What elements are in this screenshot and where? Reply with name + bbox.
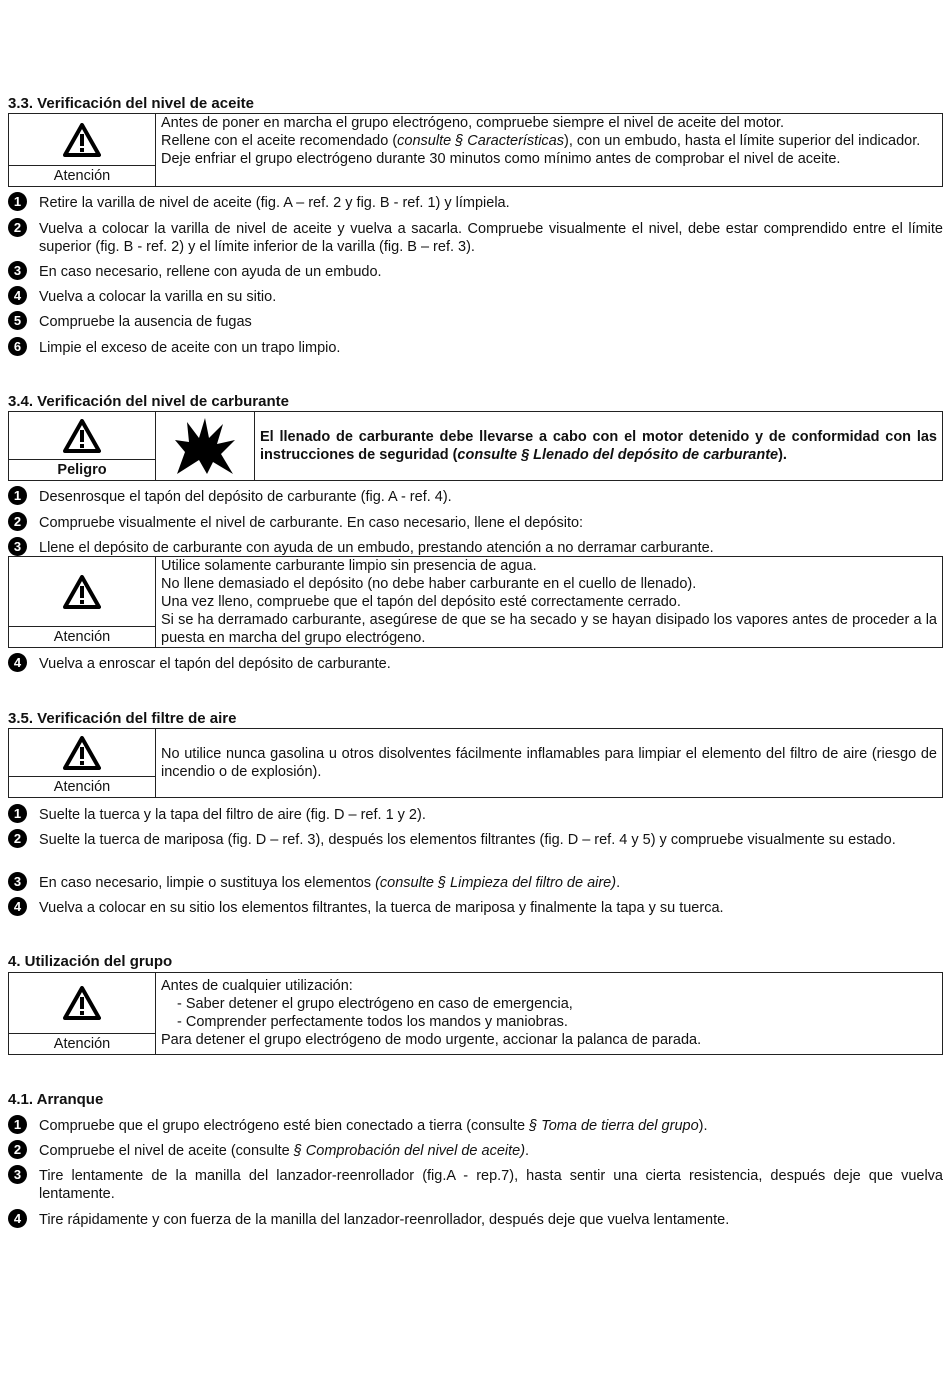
step-item [8, 874, 943, 892]
warning-text: No utilice nunca gasolina u otros disolventes fácilmente inflamables para limpiar el elemento del filtro de aire (riesgo de incendio o de explosión). [161, 746, 937, 780]
step-item [8, 288, 943, 306]
step-item [8, 806, 943, 824]
explosion-icon [173, 416, 237, 476]
step-item [8, 1211, 943, 1229]
step-item [8, 488, 943, 506]
warning-text: Antes de cualquier utilización: [161, 978, 353, 994]
warning-triangle-icon [63, 575, 101, 609]
step-item [8, 514, 943, 532]
section-title-4: 4. Utilización del grupo [8, 953, 173, 970]
warning-text: ), con un embudo, hasta el límite superior del indicador. [564, 133, 921, 149]
warning-label: Atención [9, 626, 155, 647]
step-text: . [616, 875, 621, 891]
step-text: . [525, 1143, 530, 1159]
step-item [8, 831, 943, 849]
step-item [8, 899, 943, 917]
step-number-icon: 2 [8, 829, 27, 848]
warning-box-fuel [8, 556, 943, 648]
step-number-icon: 5 [8, 311, 27, 330]
warning-label: Atención [9, 1033, 155, 1054]
warning-text: Utilice solamente carburante limpio sin presencia de agua. [161, 558, 537, 574]
step-text: En caso necesario, rellene con ayuda de un embudo. [39, 264, 382, 280]
danger-box-fuel [8, 411, 943, 481]
step-item [8, 655, 943, 673]
step-number-icon: 2 [8, 512, 27, 531]
warning-list-item: - Comprender perfectamente todos los mandos y maniobras. [177, 1014, 568, 1030]
step-number-icon: 6 [8, 337, 27, 356]
step-number-icon: 3 [8, 872, 27, 891]
cross-reference: § Comprobación del nivel de aceite) [293, 1143, 526, 1159]
warning-text: Deje enfriar el grupo electrógeno durante 30 minutos como mínimo antes de comprobar el nivel de aceite. [161, 151, 841, 167]
warning-label: Atención [9, 776, 155, 797]
warning-triangle-icon [63, 419, 101, 453]
step-item [8, 1117, 943, 1135]
step-text: Limpie el exceso de aceite con un trapo limpio. [39, 340, 341, 356]
section-title-4-1: 4.1. Arranque [8, 1091, 104, 1108]
step-item [8, 539, 943, 557]
step-text: Compruebe visualmente el nivel de carburante. En caso necesario, llene el depósito: [39, 515, 584, 531]
step-number-icon: 4 [8, 897, 27, 916]
step-number-icon: 1 [8, 486, 27, 505]
step-text: Vuelva a colocar la varilla en su sitio. [39, 289, 277, 305]
warning-label: Atención [9, 165, 155, 186]
step-number-icon: 4 [8, 653, 27, 672]
step-text: Suelte la tuerca y la tapa del filtro de aire (fig. D – ref. 1 y 2). [39, 807, 426, 823]
step-item [8, 220, 943, 256]
step-number-icon: 4 [8, 286, 27, 305]
step-text: Compruebe el nivel de aceite (consulte [39, 1143, 294, 1159]
section-title-3-3: 3.3. Verificación del nivel de aceite [8, 95, 254, 112]
step-item [8, 339, 943, 357]
warning-text: Antes de poner en marcha el grupo electrógeno, compruebe siempre el nivel de aceite del motor. [161, 115, 785, 131]
warning-text: No llene demasiado el depósito (no debe haber carburante en el cuello de llenado). [161, 576, 697, 592]
step-number-icon: 3 [8, 1165, 27, 1184]
step-number-icon: 3 [8, 537, 27, 556]
step-item [8, 1142, 943, 1160]
step-item [8, 1167, 943, 1203]
warning-text: Para detener el grupo electrógeno de modo urgente, accionar la palanca de parada. [161, 1032, 702, 1048]
warning-box-air-filter [8, 728, 943, 798]
warning-text: Una vez lleno, compruebe que el tapón del depósito esté correctamente cerrado. [161, 594, 681, 610]
step-number-icon: 1 [8, 804, 27, 823]
step-text: Retire la varilla de nivel de aceite (fig. A – ref. 2 y fig. B - ref. 1) y límpiela. [39, 195, 510, 211]
step-item [8, 194, 943, 212]
section-title-3-5: 3.5. Verificación del filtre de aire [8, 710, 237, 727]
step-number-icon: 2 [8, 218, 27, 237]
step-item [8, 263, 943, 281]
cross-reference: (consulte § Limpieza del filtro de aire) [375, 875, 617, 891]
step-number-icon: 1 [8, 1115, 27, 1134]
danger-text: El llenado de carburante debe llevarse a cabo con el motor detenido y de conformidad con las instrucciones de seguridad ( [260, 429, 937, 463]
warning-triangle-icon [63, 736, 101, 770]
step-number-icon: 3 [8, 261, 27, 280]
cross-reference: § Toma de tierra del grupo [529, 1118, 699, 1134]
step-text: ). [698, 1118, 708, 1134]
step-text: Compruebe que el grupo electrógeno esté bien conectado a tierra (consulte [39, 1118, 530, 1134]
step-text: Vuelva a colocar en su sitio los elementos filtrantes, la tuerca de mariposa y finalmente la tapa y su tuerca. [39, 900, 724, 916]
step-text: Tire lentamente de la manilla del lanzador-reenrollador (fig.A - rep.7), hasta sentir una cierta resistencia, después deje que vuelva lentamente. [39, 1168, 943, 1202]
danger-text: ). [778, 447, 787, 463]
step-text: Tire rápidamente y con fuerza de la manilla del lanzador-reenrollador, después deje que vuelva lentamente. [39, 1212, 730, 1228]
warning-text: Si se ha derramado carburante, asegúrese de que se ha secado y se hayan disipado los vapores antes de proceder a la puesta en marcha del grupo electrógeno. [161, 612, 937, 646]
step-text: Llene el depósito de carburante con ayuda de un embudo, prestando atención a no derramar carburante. [39, 540, 714, 556]
section-title-3-4: 3.4. Verificación del nivel de carburante [8, 393, 289, 410]
step-text: En caso necesario, limpie o sustituya los elementos [39, 875, 376, 891]
step-text: Compruebe la ausencia de fugas [39, 314, 252, 330]
cross-reference: consulte § Características [397, 133, 564, 149]
warning-box-oil [8, 113, 943, 187]
step-number-icon: 1 [8, 192, 27, 211]
warning-triangle-icon [63, 123, 101, 157]
warning-list-item: - Saber detener el grupo electrógeno en caso de emergencia, [177, 996, 573, 1012]
step-text: Vuelva a enroscar el tapón del depósito de carburante. [39, 656, 391, 672]
step-item [8, 313, 943, 331]
warning-text: Rellene con el aceite recomendado ( [161, 133, 398, 149]
step-text: Desenrosque el tapón del depósito de carburante (fig. A - ref. 4). [39, 489, 452, 505]
warning-triangle-icon [63, 986, 101, 1020]
danger-label: Peligro [9, 459, 155, 480]
step-number-icon: 2 [8, 1140, 27, 1159]
step-number-icon: 4 [8, 1209, 27, 1228]
step-text: Vuelva a colocar la varilla de nivel de aceite y vuelva a sacarla. Compruebe visualmente el nivel, debe estar comprendido entre el límite superior (fig. B - ref. 2) y el límite inferior de la varilla (fig. B – ref. 3). [39, 221, 943, 255]
warning-box-usage [8, 972, 943, 1055]
cross-reference: consulte § Llenado del depósito de carburante [457, 447, 779, 463]
step-text: Suelte la tuerca de mariposa (fig. D – ref. 3), después los elementos filtrantes (fig. D – ref. 4 y 5) y compruebe visualmente su estado. [39, 832, 896, 848]
